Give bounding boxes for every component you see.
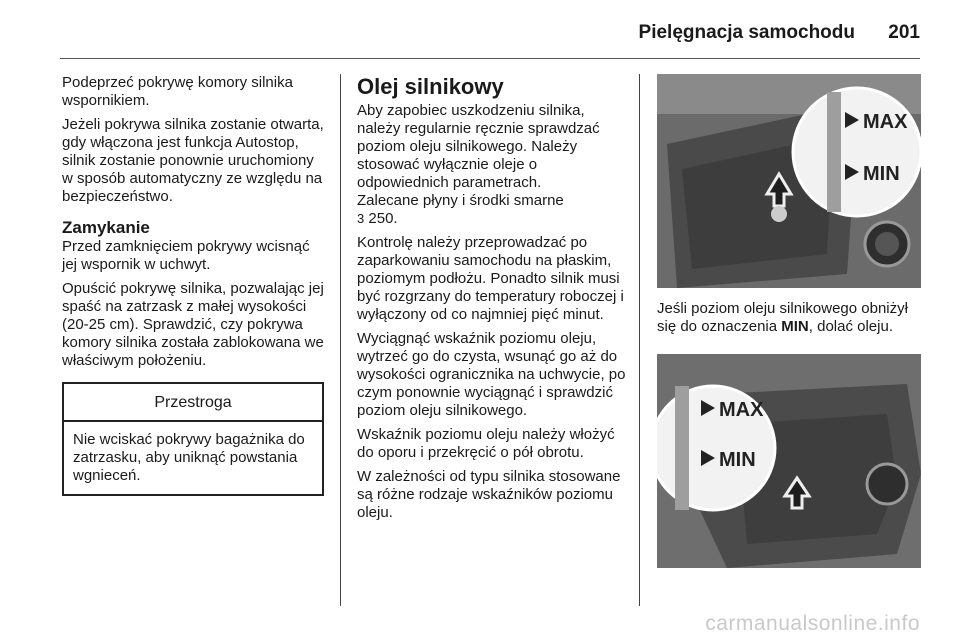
header-title: Pielęgnacja samochodu bbox=[638, 22, 855, 43]
paragraph-text: Aby zapobiec uszkodzeniu silnika, należy regularnie ręcznie sprawdzać poziom oleju silnikowego. Należy stosować wyłącznie oleje o odpowiednich parametrach. bbox=[357, 102, 600, 191]
caption-text: Jeśli poziom oleju silnikowego obniżył się do oznaczenia bbox=[657, 300, 908, 335]
subheading-closing: Zamykanie bbox=[62, 218, 150, 237]
page-reference[interactable]: 250. bbox=[368, 210, 398, 227]
figure-caption bbox=[657, 300, 922, 336]
paragraph: W zależności od typu silnika stosowane są różne rodzaje wskaźników poziomu oleju. bbox=[357, 468, 621, 521]
page-number: 201 bbox=[888, 22, 920, 43]
page-reference-icon: 3 bbox=[357, 211, 365, 226]
min-label: MIN bbox=[863, 163, 900, 185]
page-header bbox=[0, 0, 960, 60]
max-label: MAX bbox=[719, 399, 764, 421]
column-divider bbox=[340, 74, 341, 606]
min-label: MIN bbox=[719, 449, 756, 471]
paragraph: Przed zamknięciem pokrywy wcisnąć jej wspornik w uchwyt. bbox=[62, 238, 310, 273]
max-label: MAX bbox=[863, 111, 908, 133]
column-middle bbox=[357, 74, 627, 528]
engine-dipstick-figure-2 bbox=[657, 354, 921, 568]
column-left bbox=[62, 74, 324, 496]
paragraph: Jeżeli pokrywa silnika zostanie otwarta, gdy włączona jest funkcja Autostop, silnik zostanie ponownie uruchomiony w sposób automatyczny ze względu na bezpieczeństwo. bbox=[62, 116, 324, 205]
paragraph bbox=[357, 102, 627, 228]
section-title: Olej silnikowy bbox=[357, 74, 504, 99]
column-right bbox=[657, 74, 922, 568]
paragraph: Kontrolę należy przeprowadzać po zaparkowaniu samochodu na płaskim, poziomym podłożu. Ponadto silnik musi być rozgrzany do temperatury roboczej i wyłączony od co najmniej pięć minut. bbox=[357, 234, 624, 323]
column-divider bbox=[639, 74, 640, 606]
caution-title: Przestroga bbox=[64, 384, 322, 422]
watermark: carmanualsonline.info bbox=[705, 612, 920, 635]
paragraph: Wyciągnąć wskaźnik poziomu oleju, wytrzeć go do czysta, wsunąć go aż do wysokości ogranicznika na uchwycie, po czym ponownie wyciągnąć i sprawdzić poziom oleju silnikowego. bbox=[357, 330, 626, 419]
caption-text: , dolać oleju. bbox=[808, 318, 893, 335]
engine-photo-2 bbox=[657, 354, 921, 568]
caption-min-mark: MIN bbox=[781, 318, 809, 335]
header-rule bbox=[60, 58, 920, 59]
paragraph: Podeprzeć pokrywę komory silnika wspornikiem. bbox=[62, 74, 293, 109]
engine-dipstick-figure-1 bbox=[657, 74, 921, 288]
caution-text: Nie wciskać pokrywy bagażnika do zatrzasku, aby uniknąć powstania wgnieceń. bbox=[73, 431, 305, 484]
caution-box bbox=[62, 382, 324, 496]
paragraph-text: Zalecane płyny i środki smarne bbox=[357, 192, 564, 209]
paragraph: Wskaźnik poziomu oleju należy włożyć do oporu i przekręcić o pół obrotu. bbox=[357, 426, 615, 461]
paragraph: Opuścić pokrywę silnika, pozwalając jej spaść na zatrzask z małej wysokości (20-25 cm). Sprawdzić, czy pokrywa komory silnika została zablokowana we właściwym położeniu. bbox=[62, 280, 324, 369]
engine-photo-1 bbox=[657, 74, 921, 288]
